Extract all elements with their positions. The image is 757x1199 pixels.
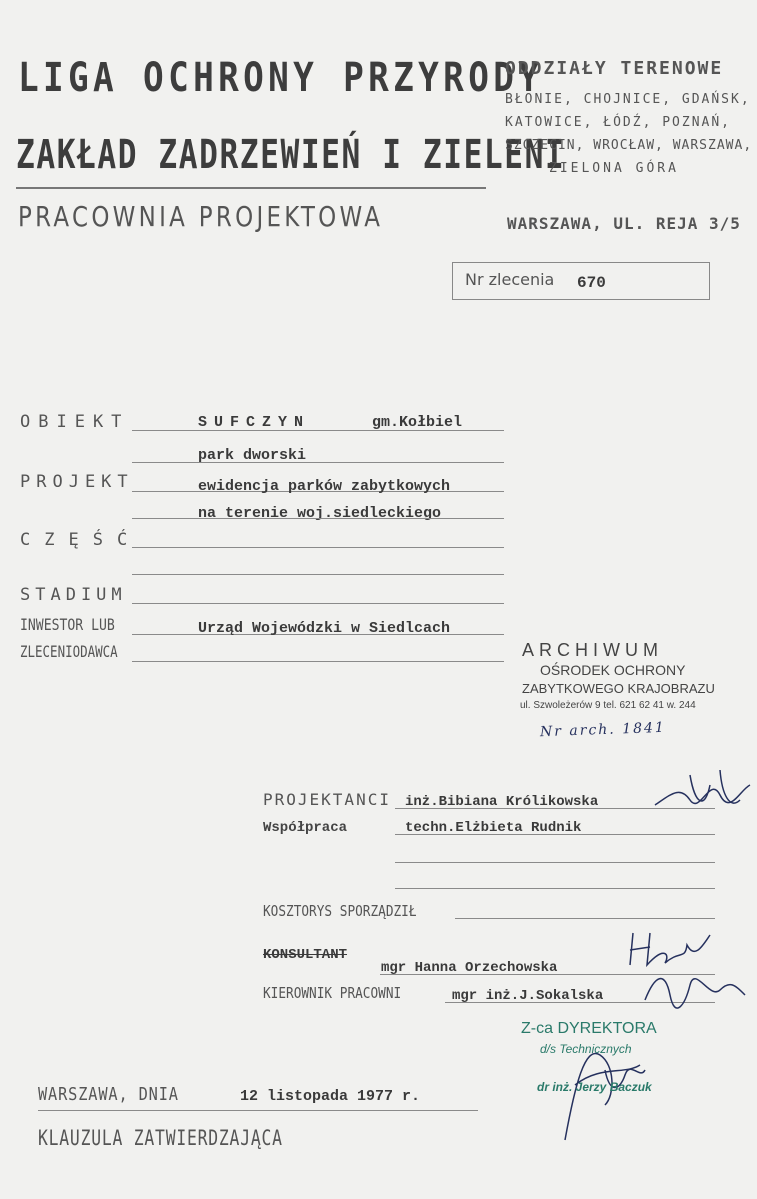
inwestor-label-1: INWESTOR LUB: [20, 615, 115, 634]
inwestor-line-2: [132, 661, 504, 662]
kierownik-label: KIEROWNIK PRACOWNI: [263, 984, 402, 1002]
projekt-value-1: ewidencja parków zabytkowych: [198, 478, 451, 495]
stadium-label: STADIUM: [20, 585, 127, 605]
signature-konsultant: [625, 925, 715, 970]
obiekt-value-3: park dworski: [198, 447, 307, 464]
extra-line: [395, 888, 715, 889]
konsultant-value: mgr Hanna Orzechowska: [381, 960, 558, 976]
order-number: 670: [577, 274, 606, 292]
order-label: Nr zlecenia: [465, 270, 555, 289]
header-title-line3: PRACOWNIA PROJEKTOWA: [18, 200, 384, 233]
czesc-line-2: [132, 574, 504, 575]
konsultant-label: KONSULTANT: [263, 947, 348, 963]
projektanci-value: inż.Bibiana Królikowska: [405, 794, 599, 810]
approval-clause: KLAUZULA ZATWIERDZAJĄCA: [38, 1126, 283, 1150]
signature-projektant: [650, 765, 755, 830]
director-stamp-title: Z-ca DYREKTORA: [521, 1020, 657, 1037]
branches-line4: ZIELONA GÓRA: [549, 161, 679, 176]
projektanci-label: PROJEKTANCI: [263, 790, 391, 809]
kosztorys-label: KOSZTORYS SPORZĄDZIŁ: [263, 902, 417, 920]
archive-stamp-line2: OŚRODEK OCHRONY: [540, 662, 686, 678]
archive-stamp-line3: ZABYTKOWEGO KRAJOBRAZU: [522, 681, 715, 696]
obiekt-value-2: gm.Kołbiel: [372, 414, 463, 431]
branches-title: ODDZIAŁY TERENOWE: [505, 58, 724, 79]
obiekt-line-2: [132, 462, 504, 463]
kosztorys-line: [455, 918, 715, 919]
projekt-label: PROJEKT: [20, 472, 134, 492]
czesc-line: [132, 547, 504, 548]
archive-stamp-title: ARCHIWUM: [522, 640, 663, 660]
wspolpraca-label: Współpraca: [263, 820, 348, 836]
obiekt-value-1: SUFCZYN: [198, 414, 311, 431]
director-stamp-name: dr inż. Jerzy Baczuk: [537, 1080, 652, 1094]
date-value: 12 listopada 1977 r.: [240, 1088, 421, 1105]
signature-kierownik: [640, 965, 750, 1010]
header-title-line2: ZAKŁAD ZADRZEWIEŃ I ZIELENI: [16, 132, 566, 178]
date-line: [38, 1110, 478, 1111]
obiekt-label: OBIEKT: [20, 412, 130, 432]
czesc-label: CZĘŚĆ: [20, 530, 142, 550]
projekt-line-2: [132, 518, 504, 519]
branches-line2: KATOWICE, ŁÓDŹ, POZNAŃ,: [505, 115, 732, 130]
stadium-line: [132, 603, 504, 604]
header-title-line1: LIGA OCHRONY PRZYRODY: [18, 55, 544, 101]
branches-line1: BŁONIE, CHOJNICE, GDAŃSK,: [505, 92, 751, 107]
header-divider: [16, 187, 486, 189]
archive-stamp-line4: ul. Szwoleżerów 9 tel. 621 62 41 w. 244: [520, 700, 696, 711]
director-stamp-subtitle: d/s Technicznych: [540, 1042, 632, 1056]
wspolpraca-value: techn.Elżbieta Rudnik: [405, 820, 582, 836]
archive-number: Nr arch. 1841: [539, 719, 667, 741]
branches-line3: SZCZECIN, WROCŁAW, WARSZAWA,: [505, 138, 753, 153]
header-address: WARSZAWA, UL. REJA 3/5: [507, 214, 741, 233]
date-label: WARSZAWA, DNIA: [38, 1084, 179, 1105]
kierownik-value: mgr inż.J.Sokalska: [452, 988, 604, 1004]
wspolpraca-line: [395, 834, 715, 835]
inwestor-label-2: ZLECENIODAWCA: [20, 642, 118, 661]
inwestor-value: Urząd Wojewódzki w Siedlcach: [198, 620, 451, 637]
projekt-value-2: na terenie woj.siedleckiego: [198, 505, 442, 522]
wspolpraca-line-2: [395, 862, 715, 863]
